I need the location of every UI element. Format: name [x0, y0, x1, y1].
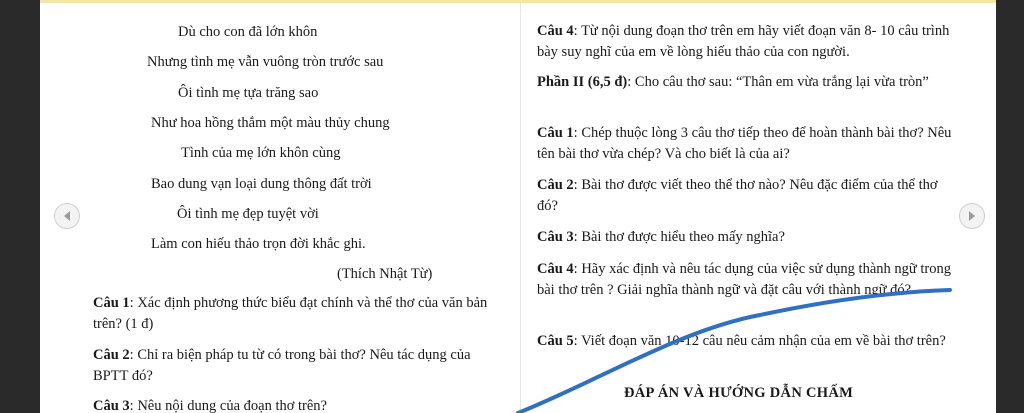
poem-author: (Thích Nhật Từ) — [337, 266, 433, 282]
question-left-2 — [93, 345, 498, 387]
previous-page-button[interactable] — [54, 203, 80, 229]
poem-line: Như hoa hồng thắm một màu thủy chung — [151, 115, 390, 131]
poem-line: Dù cho con đã lớn khôn — [178, 24, 318, 40]
viewer-frame-right — [996, 0, 1024, 413]
question-text: : Bài thơ được viết theo thể thơ nào? Nêu đặc điểm của thể thơ đó? — [537, 177, 938, 214]
question-right-5 — [537, 331, 957, 352]
chevron-left-icon — [62, 210, 72, 222]
question-text: : Từ nội dung đoạn thơ trên em hãy viết đoạn văn 8- 10 câu trình bày suy nghĩ của em về lòng hiếu thảo của con người. — [537, 23, 950, 60]
poem-line: Ôi tình mẹ tựa trăng sao — [178, 85, 319, 101]
question-label: Câu 4 — [537, 261, 574, 277]
question-label: Câu 5 — [537, 333, 574, 349]
chevron-right-icon — [967, 210, 977, 222]
poem-line: Tình của mẹ lớn khôn cùng — [181, 145, 341, 161]
question-text: : Chỉ ra biện pháp tu từ có trong bài thơ? Nêu tác dụng của BPTT đó? — [93, 347, 471, 384]
question-left-3 — [93, 396, 498, 413]
question-right-intro-4 — [537, 21, 957, 63]
next-page-button[interactable] — [959, 203, 985, 229]
question-text: : Viết đoạn văn 10-12 câu nêu cảm nhận của em về bài thơ trên? — [573, 333, 946, 349]
question-label: Câu 2 — [93, 347, 130, 363]
part-2-prompt — [537, 72, 957, 93]
top-highlight-bar — [40, 0, 996, 3]
question-label: Câu 3 — [537, 229, 574, 245]
poem-line: Ôi tình mẹ đẹp tuyệt vời — [177, 206, 319, 222]
question-label: Câu 2 — [537, 177, 574, 193]
question-text: : Nêu nội dung của đoạn thơ trên? — [129, 398, 327, 413]
question-label: Câu 1 — [537, 125, 574, 141]
poem-line: Bao dung vạn loại dung thông đất trời — [151, 176, 372, 192]
poem-line: Nhưng tình mẹ vẫn vuông tròn trước sau — [147, 54, 384, 70]
question-label: Câu 4 — [537, 23, 574, 39]
part-text: : Cho câu thơ sau: “Thân em vừa trắng lại vừa tròn” — [627, 74, 929, 90]
question-right-1 — [537, 123, 957, 165]
answer-heading: ĐÁP ÁN VÀ HƯỚNG DẪN CHẤM — [624, 385, 854, 401]
question-label: Câu 1 — [93, 295, 130, 311]
question-text: : Chép thuộc lòng 3 câu thơ tiếp theo để hoàn thành bài thơ? Nêu tên bài thơ vừa chép? Và cho biết là của ai? — [537, 125, 952, 162]
question-right-3 — [537, 227, 957, 248]
question-label: Câu 3 — [93, 398, 130, 413]
column-divider — [520, 3, 521, 413]
question-left-1 — [93, 293, 498, 335]
question-text: : Xác định phương thức biểu đạt chính và thể thơ của văn bản trên? (1 đ) — [93, 295, 488, 332]
document-viewer[interactable] — [40, 0, 996, 413]
question-text: : Hãy xác định và nêu tác dụng của việc sử dụng thành ngữ trong bài thơ trên ? Giải nghĩa thành ngữ và đặt câu với thành ngữ đó? — [537, 261, 951, 298]
question-right-4 — [537, 259, 957, 301]
question-right-2 — [537, 175, 957, 217]
viewer-frame-left — [0, 0, 40, 413]
part-label: Phần II (6,5 đ) — [537, 74, 628, 90]
question-text: : Bài thơ được hiểu theo mấy nghĩa? — [573, 229, 785, 245]
poem-line: Làm con hiếu thảo trọn đời khắc ghi. — [151, 236, 366, 252]
